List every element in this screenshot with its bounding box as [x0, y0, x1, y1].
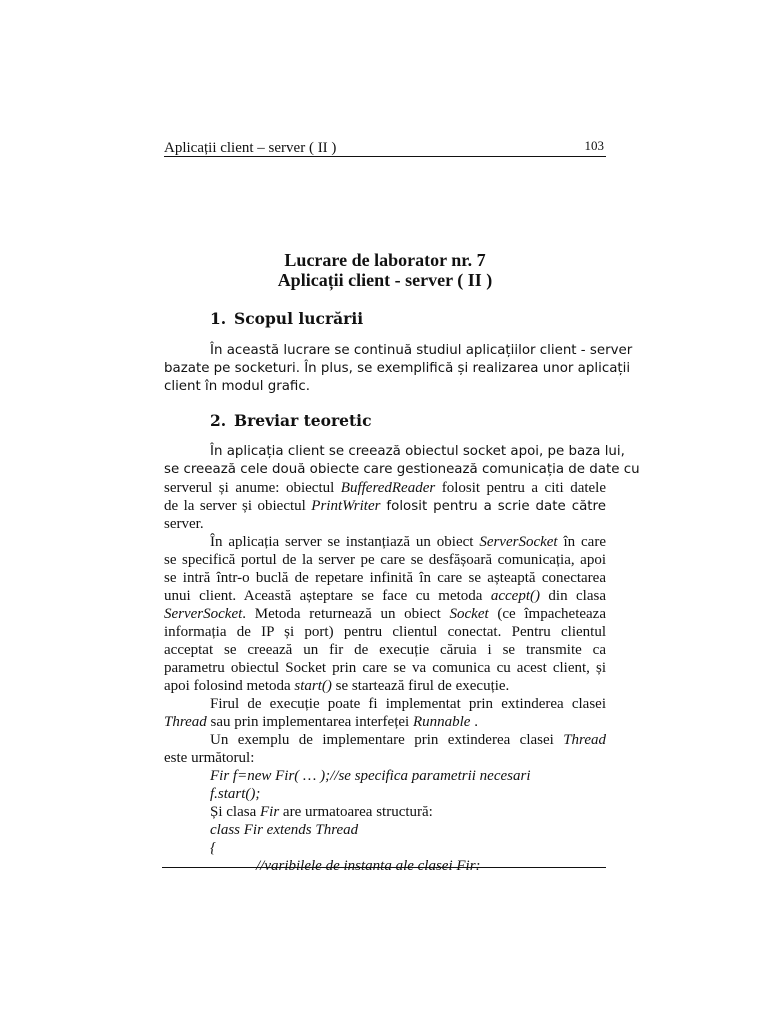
text-line: acceptat se creează un fir de execuție căruia i se transmite ca [164, 642, 606, 658]
text-line: parametru obiectul Socket prin care se va comunica cu acest client, și [164, 660, 606, 676]
text-line: se creează cele două obiecte care gestionează comunicația de date cu [164, 462, 640, 477]
text-line [164, 605, 606, 623]
text-run: Și clasa [210, 804, 260, 820]
text-line [164, 479, 606, 497]
text-line [164, 731, 606, 749]
text-run: apoi folosind metoda [164, 678, 295, 694]
class-name-serversocket: ServerSocket [164, 606, 243, 622]
text-run: (ce împacheteaza [488, 606, 606, 622]
text-line: este următorul: [164, 750, 255, 766]
running-head-title: Aplicații client – server ( II ) [164, 140, 337, 156]
section-1-paragraph [164, 342, 633, 396]
text-line: bazate pe socketuri. În plus, se exemplifică și realizarea unor aplicații [164, 361, 631, 376]
text-run: din clasa [540, 588, 606, 604]
text-run: În aplicația server se instanțiază un obiect [210, 534, 480, 550]
text-run: folosit pentru a citi datele [435, 480, 606, 496]
text-line: client în modul grafic. [164, 379, 310, 394]
text-run: . [470, 714, 478, 730]
text-line: În aplicația client se creează obiectul socket apoi, pe baza lui, [210, 444, 625, 459]
text-line: informația de IP și port) pentru clientul conectat. Pentru clientul [164, 624, 606, 640]
class-name-socket: Socket [449, 606, 489, 622]
text-line [164, 803, 606, 821]
section-2-body [164, 443, 640, 875]
class-name-bufferedreader: BufferedReader [340, 480, 436, 496]
section-2-title: Breviar teoretic [234, 411, 372, 430]
class-name-thread: Thread [563, 732, 606, 748]
code-line: { [210, 840, 216, 856]
code-line: Fir f=new Fir( … );//se specifica parametrii necesari [210, 768, 531, 784]
interface-name-runnable: Runnable [412, 714, 471, 730]
text-line: se intră într-o buclă de repetare infinită în care se așteaptă conectarea [164, 570, 606, 586]
section-1-number: 1. [210, 309, 227, 328]
text-line: Firul de execuție poate fi implementat prin extinderea clasei [210, 696, 606, 712]
text-run: în care [557, 534, 606, 550]
class-name-fir: Fir [260, 804, 280, 820]
title-line-2: Aplicații client - server ( II ) [277, 270, 493, 290]
text-line [164, 587, 606, 605]
header-rule [164, 156, 606, 157]
section-2-number: 2. [210, 411, 227, 430]
section-1-heading [210, 309, 363, 328]
text-line: În această lucrare se continuă studiul aplicațiilor client - server [210, 343, 633, 358]
text-run: Un exemplu de implementare prin extinderea clasei [210, 732, 564, 748]
section-2-heading [210, 411, 372, 430]
document-title [164, 250, 606, 290]
title-line-1: Lucrare de laborator nr. 7 [284, 250, 486, 270]
text-run: de la server și obiectul [164, 498, 312, 514]
text-line [164, 677, 606, 695]
text-run: se startează firul de execuție. [331, 678, 510, 694]
class-name-serversocket: ServerSocket [479, 534, 558, 550]
text-line: server. [164, 516, 204, 532]
text-line [164, 497, 606, 515]
code-line: class Fir extends Thread [210, 822, 359, 838]
text-run: serverul și anume: obiectul [164, 480, 341, 496]
text-run: . Metoda returnează un obiect [242, 606, 450, 622]
text-line [164, 533, 606, 551]
footer-rule [162, 867, 606, 868]
text-run: unui client. Această așteptare se face cu metoda [164, 588, 491, 604]
code-line: //varibilele de instanta ale clasei Fir: [256, 858, 481, 874]
section-1-title: Scopul lucrării [234, 309, 364, 328]
text-line [164, 713, 606, 731]
code-line: f.start(); [210, 786, 261, 802]
text-run: folosit pentru a scrie date către [380, 499, 606, 514]
method-name-start: start() [294, 678, 332, 694]
class-name-printwriter: PrintWriter [311, 498, 381, 514]
method-name-accept: accept() [490, 588, 540, 604]
text-run: sau prin implementarea interfeței [206, 714, 413, 730]
text-line: se specifică portul de la server pe care se desfășoară comunicația, apoi [164, 552, 606, 568]
class-name-thread: Thread [164, 714, 207, 730]
text-run: are urmatoarea structură: [279, 804, 433, 820]
page-number: 103 [584, 138, 604, 153]
